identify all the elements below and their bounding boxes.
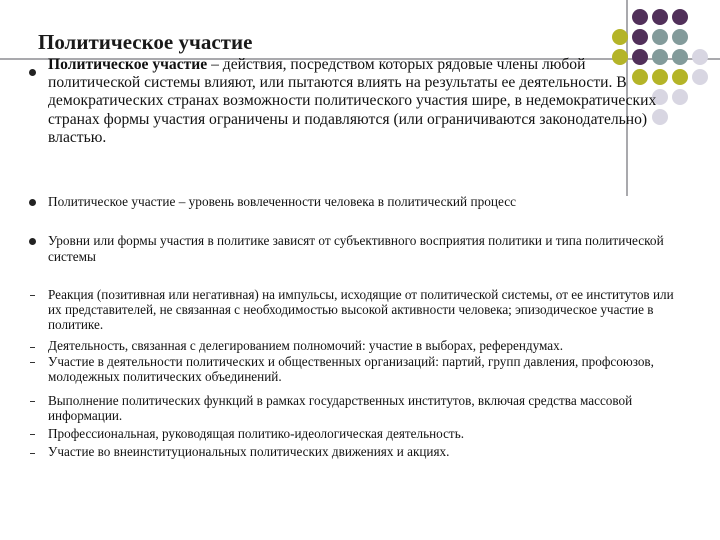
definition-text: – действия, посредством которых рядовые члены любой политической системы влияют, или пытаются влиять на результаты ее деятельности. В демократических странах возможности политического участия шире, в недемократических странах формы участия ограничены и подавляются (или ограничиваются законодательно) властью. bbox=[48, 56, 657, 146]
bullet-marker bbox=[29, 238, 36, 245]
slide-title: Политическое участие bbox=[38, 30, 253, 54]
dash-marker bbox=[30, 453, 35, 454]
decorative-dot bbox=[672, 89, 688, 105]
decorative-dot bbox=[672, 29, 688, 45]
form-item: Деятельность, связанная с делегированием полномочий: участие в выборах, референдумах. bbox=[48, 338, 564, 353]
decorative-dot bbox=[672, 69, 688, 85]
bullet-marker bbox=[29, 199, 36, 206]
form-item: Участие во внеинституциональных политических движениях и акциях. bbox=[48, 444, 450, 459]
decorative-dot bbox=[652, 29, 668, 45]
form-item: Выполнение политических функций в рамках государственных институтов, включая средства массовой информации. bbox=[48, 393, 633, 424]
form-item: Профессиональная, руководящая политико-идеологическая деятельность. bbox=[48, 426, 465, 441]
dash-marker bbox=[30, 295, 35, 296]
bullet-participation-levels: Уровни или формы участия в политике зависят от субъективного восприятия политики и типа политической системы bbox=[48, 233, 664, 264]
decorative-dot bbox=[672, 49, 688, 65]
form-item: Участие в деятельности политических и общественных организаций: партий, групп давления, профсоюзов, молодежных политических объединений. bbox=[48, 354, 654, 385]
decorative-dot bbox=[652, 9, 668, 25]
bullet-involvement-level: Политическое участие – уровень вовлеченности человека в политический процесс bbox=[48, 194, 517, 209]
definition-term: Политическое участие bbox=[48, 56, 208, 73]
decorative-dot bbox=[672, 9, 688, 25]
decorative-dot bbox=[612, 29, 628, 45]
definition-paragraph bbox=[48, 56, 673, 147]
dash-marker bbox=[30, 362, 35, 363]
bullet-marker bbox=[29, 69, 36, 76]
dash-marker bbox=[30, 347, 35, 348]
form-item: Реакция (позитивная или негативная) на импульсы, исходящие от политической системы, от ее институтов или их представителей, не связанная с необходимостью высокой активности человека; эпизодическое участие в политике. bbox=[48, 287, 674, 333]
dash-marker bbox=[30, 401, 35, 402]
dash-marker bbox=[30, 434, 35, 435]
decorative-dot bbox=[692, 49, 708, 65]
decorative-dot bbox=[632, 9, 648, 25]
decorative-dot bbox=[632, 29, 648, 45]
decorative-dot bbox=[692, 69, 708, 85]
